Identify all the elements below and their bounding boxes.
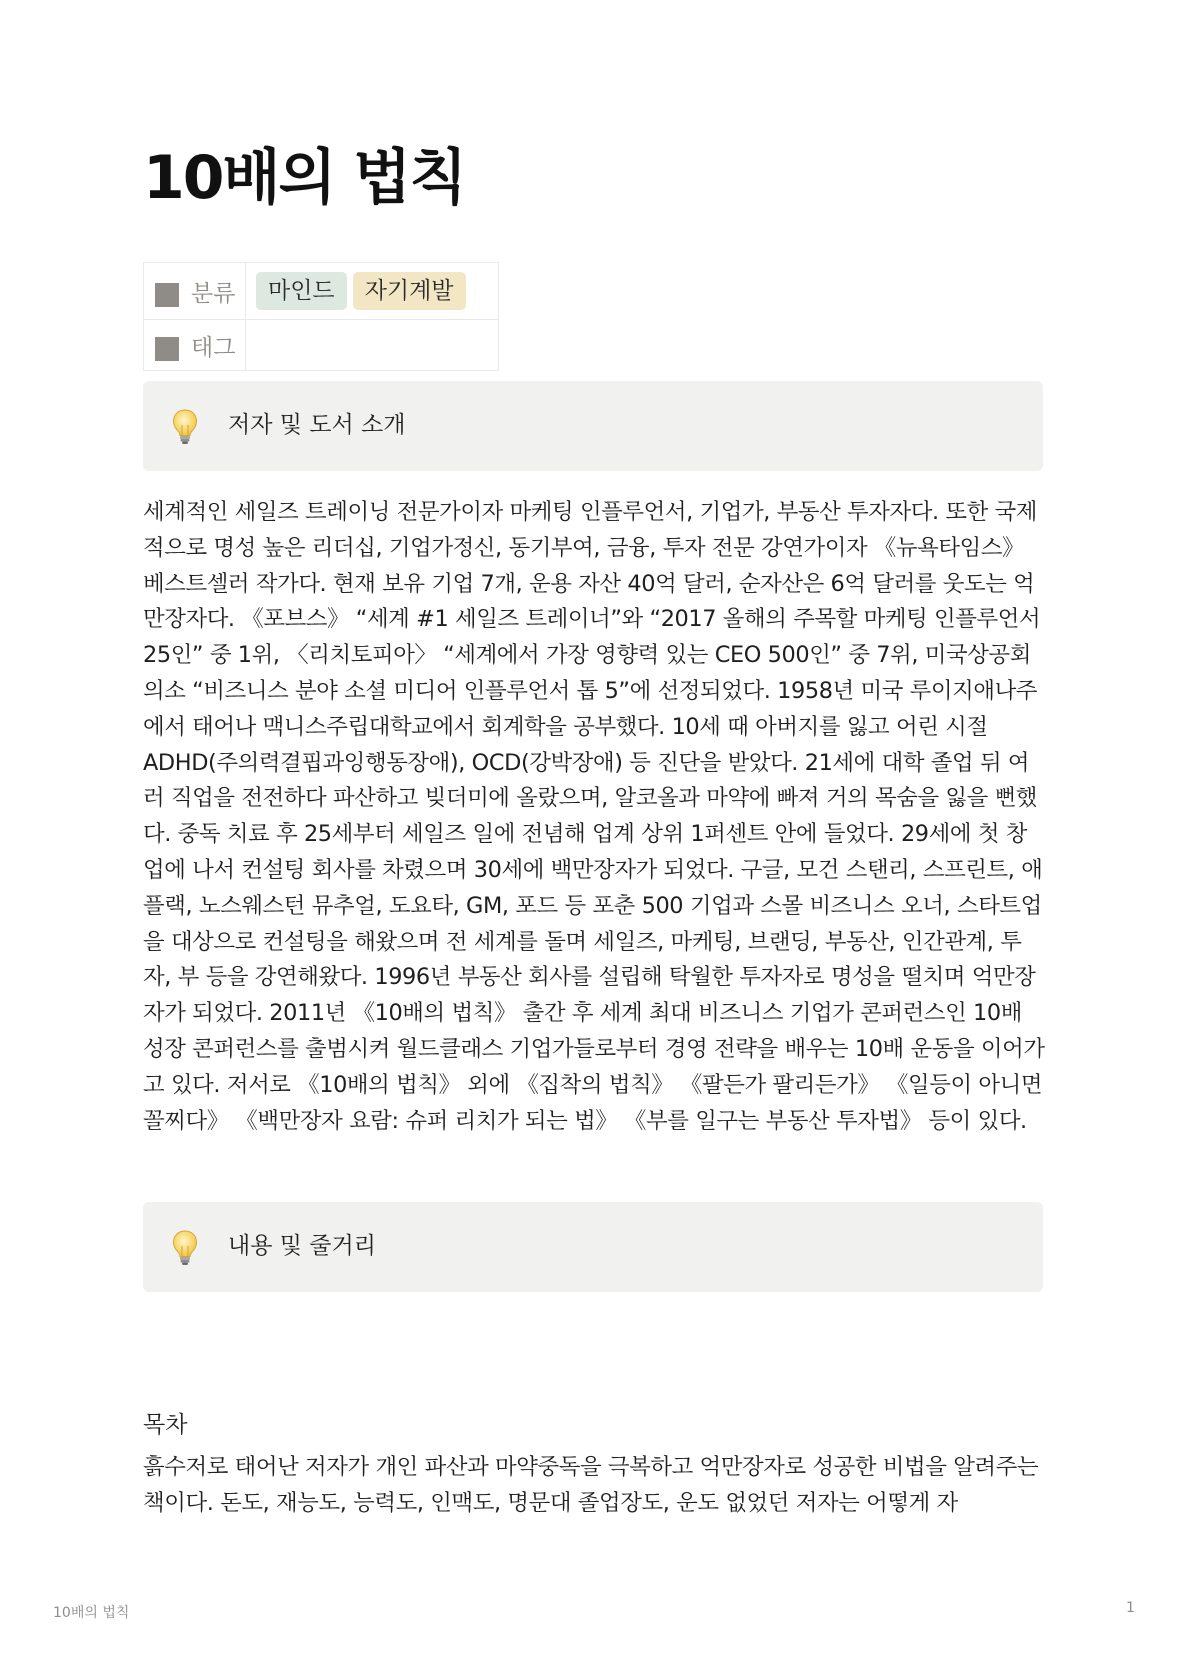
summary-paragraph: 흙수저로 태어난 저자가 개인 파산과 마약중독을 극복하고 억만장자로 성공한 비법을 알려주는 책이다. 돈도, 재능도, 능력도, 인맥도, 명문대 졸업장도, 운도 없었던 저자는 어떻게 자 xyxy=(143,1454,1039,1516)
page-number: 1 xyxy=(1126,1600,1135,1616)
page-title: 10배의 법칙 xyxy=(143,143,466,213)
tag-mind[interactable]: 마인드 xyxy=(256,272,347,310)
author-intro-paragraph: 세계적인 세일즈 트레이닝 전문가이자 마케팅 인플루언서, 기업가, 부동산 투자자다. 또한 국제적으로 명성 높은 리더십, 기업가정신, 동기부여, 금융, 투자 전문 강연가이자 《뉴욕타임스》 베스트셀러 작가다. 현재 보유 기업 7개, 운용 자산 40억 달러, 순자산은 6억 달러를 웃도는 억만장자다. 《포브스》 “세계 #1 세일즈 트레이너”와 “2017 올해의 주목할 마케팅 인플루언서 25인” 중 1위, 〈리치토피아〉 “세계에서 가장 영향력 있는 CEO 500인” 중 7위, 미국상공회의소 “비즈니스 분야 소셜 미디어 인플루언서 톱 5”에 선정되었다. 1958년 미국 루이지애나주에서 태어나 맥니스주립대학교에서 회계학을 공부했다. 10세 때 아버지를 잃고 어린 시절 ADHD(주의력결핍과잉행동장애), OCD(강박장애) 등 진단을 받았다. 21세에 대학 졸업 뒤 여러 직업을 전전하다 파산하고 빚더미에 올랐으며, 알코올과 마약에 빠져 거의 목숨을 잃을 뻔했다. 중독 치료 후 25세부터 세일즈 일에 전념해 업계 상위 1퍼센트 안에 들었다. 29세에 첫 창업에 나서 컨설팅 회사를 차렸으며 30세에 백만장자가 되었다. 구글, 모건 스탠리, 스프린트, 애플랙, 노스웨스턴 뮤추얼, 도요타, GM, 포드 등 포춘 500 기업과 스몰 비즈니스 오너, 스타트업을 대상으로 컨설팅을 해왔으며 전 세계를 돌며 세일즈, 마케팅, 브랜딩, 부동산, 인간관계, 투자, 부 등을 강연해왔다. 1996년 부동산 회사를 설립해 탁월한 투자자로 명성을 떨치며 억만장자가 되었다. 2011년 《10배의 법칙》 출간 후 세계 최대 비즈니스 기업가 콘퍼런스인 10배 성장 콘퍼런스를 출범시켜 월드클래스 기업가들로부터 경영 전략을 배우는 10배 운동을 이어가고 있다. 저서로 《10배의 법칙》 외에 《집착의 법칙》 《팔든가 팔리든가》 《일등이 아니면 꼴찌다》 《백만장자 요람: 슈퍼 리치가 되는 법》 《부를 일구는 부동산 투자법》 등이 있다. xyxy=(143,499,1045,1134)
property-value-tags[interactable] xyxy=(246,320,499,371)
property-row-tags xyxy=(144,320,499,371)
footer-title: 10배의 법칙 xyxy=(53,1605,130,1621)
callout-content-summary xyxy=(143,1202,1043,1292)
property-key-category[interactable] xyxy=(144,263,246,320)
callout-text: 내용 및 줄거리 xyxy=(228,1233,376,1259)
property-label: 분류 xyxy=(191,280,236,307)
lightbulb-icon xyxy=(172,1230,198,1270)
toc-heading: 목차 xyxy=(143,1412,188,1438)
property-label: 태그 xyxy=(191,334,236,361)
property-value-category[interactable] xyxy=(246,263,499,320)
property-icon xyxy=(155,283,179,307)
property-row-category xyxy=(144,263,499,320)
property-icon xyxy=(155,337,179,361)
properties-table xyxy=(143,262,499,371)
callout-text: 저자 및 도서 소개 xyxy=(228,412,406,438)
lightbulb-icon xyxy=(172,409,198,449)
property-key-tags[interactable] xyxy=(144,320,246,371)
tag-self-development[interactable]: 자기계발 xyxy=(353,272,466,310)
callout-author-intro xyxy=(143,381,1043,471)
